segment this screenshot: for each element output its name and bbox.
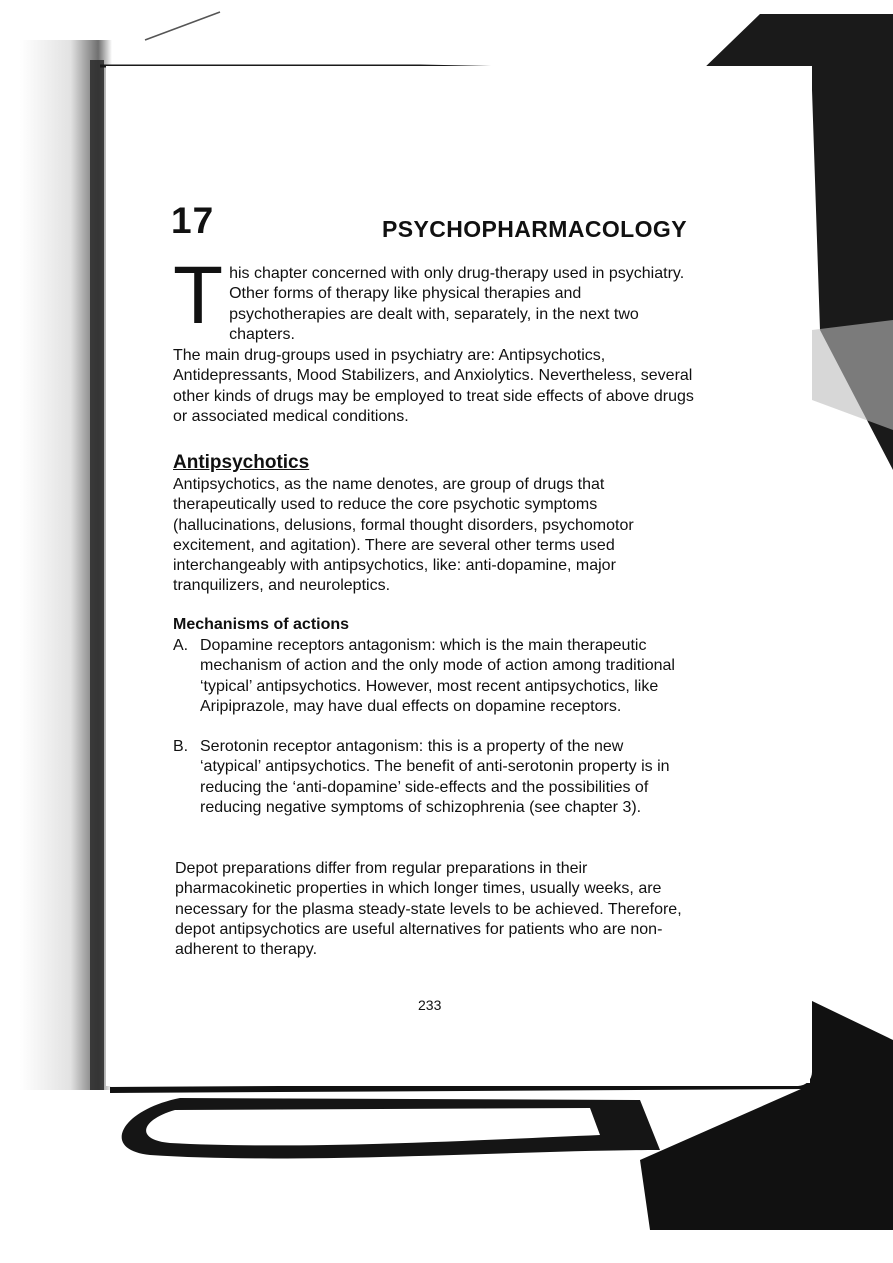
list-marker: B. (173, 738, 189, 755)
intro-text: his chapter concerned with only drug-therapy used in psychiatry. Other forms of therapy like physical therapies and psychotherapies are dealt with, separately, in the next two chapters. (229, 265, 685, 343)
section-heading-antipsychotics: Antipsychotics (173, 452, 310, 473)
drug-groups-paragraph: The main drug-groups used in psychiatry are: Antipsychotics, Antidepressants, Mood Stabilizers, and Anxiolytics. Nevertheless, several other kinds of drugs may be employed to treat side effects of above drugs or associated medical conditions. (173, 347, 694, 425)
mechanisms-heading: Mechanisms of actions (173, 616, 350, 633)
depot-paragraph: Depot preparations differ from regular preparations in their pharmacokinetic properties in which longer times, usually weeks, are necessary for the plasma steady-state levels to be achieved. Therefore, depot antipsychotics are useful alternatives for patients who are non-adherent to therapy. (175, 860, 682, 959)
mechanism-item-b (173, 737, 688, 818)
list-item-text: Serotonin receptor antagonism: this is a property of the new ‘atypical’ antipsychotics. The benefit of anti-serotonin property is in reducing the ‘anti-dopamine’ side-effects and the possibilities of reducing negative symptoms of schizophrenia (see chapter 3). (200, 738, 670, 816)
mechanism-item-a (173, 636, 688, 717)
list-marker: A. (173, 637, 189, 654)
drop-cap: T (173, 250, 224, 341)
antipsychotics-paragraph: Antipsychotics, as the name denotes, are group of drugs that therapeutically used to reduce the core psychotic symptoms (hallucinations, delusions, formal thought disorders, psychomotor excitement, and agitation). There are several other terms used interchangeably with antipsychotics, like: anti-dopamine, major tranquilizers, and neuroleptics. (173, 476, 634, 595)
list-item-text: Dopamine receptors antagonism: which is the main therapeutic mechanism of action and the only mode of action among traditional ‘typical’ antipsychotics. However, most recent antipsychotics, like Aripiprazole, may have dual effects on dopamine receptors. (200, 637, 675, 715)
page-number: 233 (418, 997, 442, 1013)
chapter-title: PSYCHOPHARMACOLOGY (382, 216, 687, 242)
intro-paragraph (173, 250, 693, 345)
chapter-number: 17 (171, 200, 215, 241)
